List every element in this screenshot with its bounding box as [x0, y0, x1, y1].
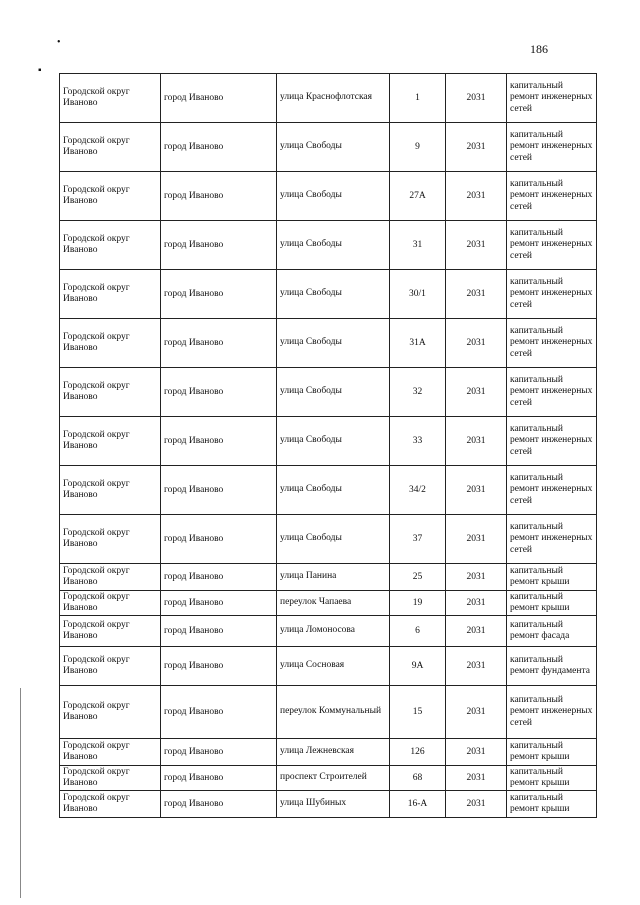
table-row [60, 766, 597, 791]
work-type-cell: капитальный ремонт инженерных сетей [507, 172, 597, 221]
city-cell: город Иваново [161, 739, 277, 766]
city-cell: город Иваново [161, 766, 277, 791]
district-cell: Городской округ Иваново [60, 221, 161, 270]
district-cell: Городской округ Иваново [60, 466, 161, 515]
work-type-cell: капитальный ремонт инженерных сетей [507, 270, 597, 319]
table-row [60, 739, 597, 766]
house-number-cell: 32 [390, 368, 446, 417]
street-cell: улица Свободы [277, 221, 390, 270]
street-cell: улица Панина [277, 564, 390, 591]
street-cell: улица Краснофлотская [277, 74, 390, 123]
district-cell: Городской округ Иваново [60, 172, 161, 221]
district-cell: Городской округ Иваново [60, 368, 161, 417]
city-cell: город Иваново [161, 686, 277, 739]
city-cell: город Иваново [161, 647, 277, 686]
district-cell: Городской округ Иваново [60, 515, 161, 564]
table-row [60, 791, 597, 818]
table-row [60, 172, 597, 221]
city-cell: город Иваново [161, 270, 277, 319]
street-cell: улица Сосновая [277, 647, 390, 686]
table-row [60, 564, 597, 591]
street-cell: улица Шубиных [277, 791, 390, 818]
city-cell: город Иваново [161, 564, 277, 591]
scan-dot-mark: • [57, 37, 61, 48]
house-number-cell: 15 [390, 686, 446, 739]
street-cell: улица Ломоносова [277, 616, 390, 647]
house-number-cell: 19 [390, 591, 446, 616]
work-type-cell: капитальный ремонт инженерных сетей [507, 686, 597, 739]
margin-rule [20, 688, 21, 898]
work-type-cell: капитальный ремонт инженерных сетей [507, 123, 597, 172]
district-cell: Городской округ Иваново [60, 417, 161, 466]
work-type-cell: капитальный ремонт инженерных сетей [507, 221, 597, 270]
year-cell: 2031 [446, 368, 507, 417]
house-number-cell: 16-А [390, 791, 446, 818]
house-number-cell: 126 [390, 739, 446, 766]
street-cell: переулок Чапаева [277, 591, 390, 616]
house-number-cell: 30/1 [390, 270, 446, 319]
district-cell: Городской округ Иваново [60, 564, 161, 591]
table-row [60, 74, 597, 123]
table-row [60, 591, 597, 616]
year-cell: 2031 [446, 515, 507, 564]
city-cell: город Иваново [161, 417, 277, 466]
district-cell: Городской округ Иваново [60, 791, 161, 818]
house-number-cell: 1 [390, 74, 446, 123]
city-cell: город Иваново [161, 221, 277, 270]
year-cell: 2031 [446, 123, 507, 172]
district-cell: Городской округ Иваново [60, 319, 161, 368]
work-type-cell: капитальный ремонт крыши [507, 791, 597, 818]
city-cell: город Иваново [161, 74, 277, 123]
work-type-cell: капитальный ремонт инженерных сетей [507, 74, 597, 123]
table-row [60, 686, 597, 739]
year-cell: 2031 [446, 647, 507, 686]
work-type-cell: капитальный ремонт фундамента [507, 647, 597, 686]
street-cell: улица Свободы [277, 466, 390, 515]
table-row [60, 221, 597, 270]
street-cell: улица Свободы [277, 368, 390, 417]
work-type-cell: капитальный ремонт инженерных сетей [507, 417, 597, 466]
district-cell: Городской округ Иваново [60, 270, 161, 319]
table-row [60, 270, 597, 319]
house-number-cell: 68 [390, 766, 446, 791]
street-cell: переулок Коммунальный [277, 686, 390, 739]
district-cell: Городской округ Иваново [60, 686, 161, 739]
table-row [60, 616, 597, 647]
city-cell: город Иваново [161, 515, 277, 564]
street-cell: улица Свободы [277, 417, 390, 466]
house-number-cell: 33 [390, 417, 446, 466]
work-type-cell: капитальный ремонт крыши [507, 564, 597, 591]
city-cell: город Иваново [161, 319, 277, 368]
year-cell: 2031 [446, 74, 507, 123]
street-cell: улица Лежневская [277, 739, 390, 766]
district-cell: Городской округ Иваново [60, 591, 161, 616]
year-cell: 2031 [446, 564, 507, 591]
city-cell: город Иваново [161, 616, 277, 647]
house-number-cell: 27А [390, 172, 446, 221]
year-cell: 2031 [446, 221, 507, 270]
house-number-cell: 34/2 [390, 466, 446, 515]
table-row [60, 417, 597, 466]
house-number-cell: 31А [390, 319, 446, 368]
work-type-cell: капитальный ремонт инженерных сетей [507, 515, 597, 564]
street-cell: улица Свободы [277, 319, 390, 368]
street-cell: улица Свободы [277, 515, 390, 564]
repair-schedule-table [59, 73, 597, 818]
year-cell: 2031 [446, 417, 507, 466]
work-type-cell: капитальный ремонт фасада [507, 616, 597, 647]
page-number: 186 [530, 42, 548, 56]
year-cell: 2031 [446, 319, 507, 368]
city-cell: город Иваново [161, 123, 277, 172]
work-type-cell: капитальный ремонт инженерных сетей [507, 368, 597, 417]
year-cell: 2031 [446, 686, 507, 739]
district-cell: Городской округ Иваново [60, 123, 161, 172]
work-type-cell: капитальный ремонт крыши [507, 739, 597, 766]
house-number-cell: 31 [390, 221, 446, 270]
year-cell: 2031 [446, 791, 507, 818]
table-body [60, 74, 597, 818]
street-cell: проспект Строителей [277, 766, 390, 791]
district-cell: Городской округ Иваново [60, 74, 161, 123]
table-row [60, 123, 597, 172]
work-type-cell: капитальный ремонт инженерных сетей [507, 319, 597, 368]
street-cell: улица Свободы [277, 172, 390, 221]
district-cell: Городской округ Иваново [60, 739, 161, 766]
table-row [60, 515, 597, 564]
work-type-cell: капитальный ремонт крыши [507, 766, 597, 791]
year-cell: 2031 [446, 616, 507, 647]
house-number-cell: 37 [390, 515, 446, 564]
year-cell: 2031 [446, 466, 507, 515]
district-cell: Городской округ Иваново [60, 616, 161, 647]
table-row [60, 647, 597, 686]
year-cell: 2031 [446, 739, 507, 766]
year-cell: 2031 [446, 766, 507, 791]
table-row [60, 466, 597, 515]
district-cell: Городской округ Иваново [60, 647, 161, 686]
city-cell: город Иваново [161, 368, 277, 417]
city-cell: город Иваново [161, 791, 277, 818]
house-number-cell: 9 [390, 123, 446, 172]
scan-dash-mark: ▪ [38, 65, 42, 76]
house-number-cell: 6 [390, 616, 446, 647]
table-row [60, 368, 597, 417]
city-cell: город Иваново [161, 466, 277, 515]
year-cell: 2031 [446, 591, 507, 616]
house-number-cell: 9А [390, 647, 446, 686]
street-cell: улица Свободы [277, 123, 390, 172]
year-cell: 2031 [446, 270, 507, 319]
street-cell: улица Свободы [277, 270, 390, 319]
district-cell: Городской округ Иваново [60, 766, 161, 791]
city-cell: город Иваново [161, 591, 277, 616]
work-type-cell: капитальный ремонт инженерных сетей [507, 466, 597, 515]
city-cell: город Иваново [161, 172, 277, 221]
year-cell: 2031 [446, 172, 507, 221]
work-type-cell: капитальный ремонт крыши [507, 591, 597, 616]
table-row [60, 319, 597, 368]
house-number-cell: 25 [390, 564, 446, 591]
